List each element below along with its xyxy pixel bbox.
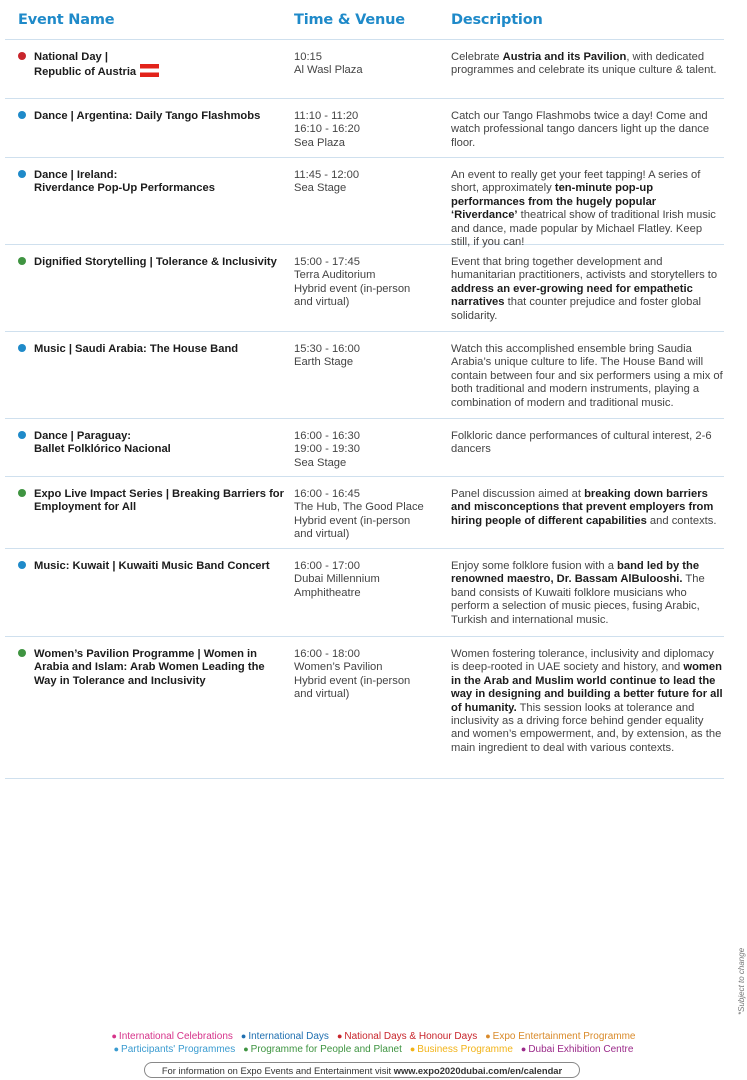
time-venue-line: Sea Plaza — [294, 136, 345, 149]
header-description: Description — [451, 11, 543, 28]
time-venue-line: The Hub, The Good Place — [294, 501, 424, 514]
time-venue-line: Sea Stage — [294, 182, 347, 195]
event-title — [34, 110, 284, 123]
legend-dot-icon: ● — [520, 1044, 527, 1054]
table-row — [5, 245, 724, 332]
time-venue-cell — [294, 169, 444, 196]
time-venue-line: Terra Auditorium — [294, 269, 376, 282]
time-venue-line: 16:00 - 18:00 — [294, 648, 360, 660]
event-title — [34, 648, 284, 688]
time-venue-cell — [294, 256, 444, 310]
time-venue-cell — [294, 430, 444, 470]
time-venue-line: 10:15 — [294, 51, 322, 63]
event-title — [34, 430, 284, 457]
subject-to-change-note: *Subject to change — [737, 947, 746, 1015]
footer-info — [144, 1062, 580, 1078]
time-venue-line: 15:30 - 16:00 — [294, 343, 360, 355]
description-cell: Women fostering tolerance, inclusivity and diplomacy is deep-rooted in UAE society and history, and women in the Arab and Muslim world continue to lead the way in designing and building a better future for all of humanity. This session looks at tolerance and inclusivity as a driving force behind gender equality and women’s empowerment, and, by extension, as the main ingredient to deal with various contexts. — [451, 648, 723, 754]
time-venue-line: 16:00 - 16:45 — [294, 488, 360, 500]
events-table — [5, 0, 724, 779]
time-venue-line: Amphitheatre — [294, 586, 361, 599]
category-dot-icon — [18, 431, 26, 439]
event-title-line: Dance | Ireland: — [34, 169, 118, 181]
description-cell: Folkloric dance performances of cultural interest, 2-6 dancers — [451, 430, 712, 456]
austria-flag-icon — [140, 64, 159, 77]
table-row — [5, 332, 724, 419]
event-title-line: Dignified Storytelling | Tolerance & Inclusivity — [34, 256, 277, 268]
event-title — [34, 51, 284, 80]
time-venue-cell — [294, 51, 444, 78]
time-venue-line: 16:00 - 16:30 — [294, 430, 360, 442]
legend-dot-icon: ● — [111, 1031, 117, 1041]
category-dot-icon — [18, 489, 26, 497]
time-venue-line: Sea Stage — [294, 456, 347, 469]
legend-dot-icon: ● — [336, 1031, 343, 1041]
category-dot-icon — [18, 170, 26, 178]
time-venue-line: Al Wasl Plaza — [294, 64, 363, 77]
table-row — [5, 419, 724, 477]
table-row — [5, 549, 724, 637]
time-venue-cell — [294, 110, 444, 150]
legend-item: ● National Days & Honour Days — [336, 1031, 478, 1042]
time-venue-line: 15:00 - 17:45 — [294, 256, 360, 268]
time-venue-line: Hybrid event (in-person — [294, 282, 411, 295]
legend-item: ● Business Programme — [409, 1044, 513, 1055]
description-cell: Enjoy some folklore fusion with a band led by the renowned maestro, Dr. Bassam AlBulooshi. The band consists of Kuwaiti folklore musicians who perform a selection of music pieces, fusing Arabic, Turkish and international music. — [451, 560, 705, 626]
time-venue-line: and virtual) — [294, 688, 350, 701]
table-row — [5, 99, 724, 158]
legend-line-2 — [0, 1044, 747, 1055]
time-venue-line: Dubai Millennium — [294, 573, 380, 586]
legend-item: ● Expo Entertainment Programme — [485, 1031, 636, 1042]
time-venue-cell — [294, 343, 444, 370]
legend-item: ● International Days — [240, 1031, 329, 1042]
description-cell: Watch this accomplished ensemble bring Saudia Arabia’s unique culture to life. The House Band will contain between four and six performers using a mix of both traditional and modern instruments, playing a combination of modern and traditional music. — [451, 343, 723, 409]
category-dot-icon — [18, 649, 26, 657]
event-title-line: Women’s Pavilion Programme | Women in Arabia and Islam: Arab Women Leading the Way in Tolerance and Inclusivity — [34, 648, 265, 687]
event-title-line: Riverdance Pop-Up Performances — [34, 182, 215, 195]
description-cell: Event that bring together development and humanitarian practitioners, activists and storytellers to address an ever-growing need for empathetic narratives that counter prejudice and foster global solidarity. — [451, 256, 718, 322]
table-row — [5, 637, 724, 779]
event-title — [34, 488, 284, 515]
time-venue-cell — [294, 648, 444, 702]
description-cell: Catch our Tango Flashmobs twice a day! Come and watch professional tango dancers light up the dance floor. — [451, 110, 710, 149]
time-venue-line: 11:10 - 11:20 — [294, 110, 359, 122]
legend-line-1 — [0, 1031, 747, 1042]
time-venue-cell — [294, 488, 444, 542]
category-dot-icon — [18, 257, 26, 265]
event-title-line: Dance | Argentina: Daily Tango Flashmobs — [34, 110, 261, 122]
footer-link[interactable]: www.expo2020dubai.com/en/calendar — [393, 1065, 563, 1076]
legend-item: ● Dubai Exhibition Centre — [520, 1044, 634, 1055]
table-row — [5, 477, 724, 549]
legend-item: ● Programme for People and Planet — [243, 1044, 402, 1055]
footer-text: For information on Expo Events and Entertainment visit — [161, 1065, 394, 1076]
header-time-venue: Time & Venue — [294, 11, 405, 28]
legend-item: ● International Celebrations — [111, 1031, 233, 1042]
event-title — [34, 343, 284, 356]
time-venue-line: Hybrid event (in-person — [294, 674, 411, 687]
legend-dot-icon: ● — [485, 1031, 491, 1041]
event-title-line: Music: Kuwait | Kuwaiti Music Band Concert — [34, 560, 270, 572]
description-cell: Panel discussion aimed at breaking down barriers and misconceptions that prevent employers from hiring people of different capabilities and contexts. — [451, 488, 717, 527]
legend-item: ● Participants' Programmes — [113, 1044, 236, 1055]
description-cell: An event to really get your feet tapping! A series of short, approximately ten-minute pop-up performances from the hugely popular ‘Riverdance’ theatrical show of traditional Irish music and dance, made popular by Michael Flatley. Keep still, if you can! — [451, 169, 716, 249]
event-title-line: Music | Saudi Arabia: The House Band — [34, 343, 239, 355]
time-venue-cell — [294, 560, 444, 600]
table-header — [5, 0, 724, 40]
category-dot-icon — [18, 111, 26, 119]
event-title — [34, 169, 284, 196]
time-venue-line: and virtual) — [294, 528, 350, 541]
time-venue-line: 16:10 - 16:20 — [294, 123, 360, 136]
time-venue-line: 11:45 - 12:00 — [294, 169, 360, 181]
event-title-line: National Day | — [34, 51, 109, 63]
event-title-line: Dance | Paraguay: — [34, 430, 132, 442]
header-event-name: Event Name — [18, 11, 115, 28]
time-venue-line: and virtual) — [294, 296, 350, 309]
event-title-line: Republic of Austria — [34, 64, 284, 79]
legend-dot-icon: ● — [409, 1044, 416, 1054]
table-row — [5, 158, 724, 249]
event-title — [34, 560, 284, 573]
legend-dot-icon: ● — [113, 1044, 120, 1054]
time-venue-line: Hybrid event (in-person — [294, 514, 411, 527]
category-dot-icon — [18, 561, 26, 569]
time-venue-line: Earth Stage — [294, 356, 354, 369]
time-venue-line: 19:00 - 19:30 — [294, 443, 360, 456]
event-title-line: Ballet Folklórico Nacional — [34, 443, 171, 456]
description-cell: Celebrate Austria and its Pavilion, with dedicated programmes and celebrate its unique culture & talent. — [451, 51, 717, 77]
event-rows — [5, 40, 724, 779]
category-dot-icon — [18, 52, 26, 60]
legend-dot-icon: ● — [240, 1031, 247, 1041]
time-venue-line: 16:00 - 17:00 — [294, 560, 360, 572]
event-title-line: Expo Live Impact Series | Breaking Barriers for Employment for All — [34, 488, 284, 514]
category-dot-icon — [18, 344, 26, 352]
table-row — [5, 40, 724, 99]
legend-dot-icon: ● — [243, 1044, 249, 1054]
event-title — [34, 256, 284, 269]
time-venue-line: Women’s Pavilion — [294, 661, 383, 674]
